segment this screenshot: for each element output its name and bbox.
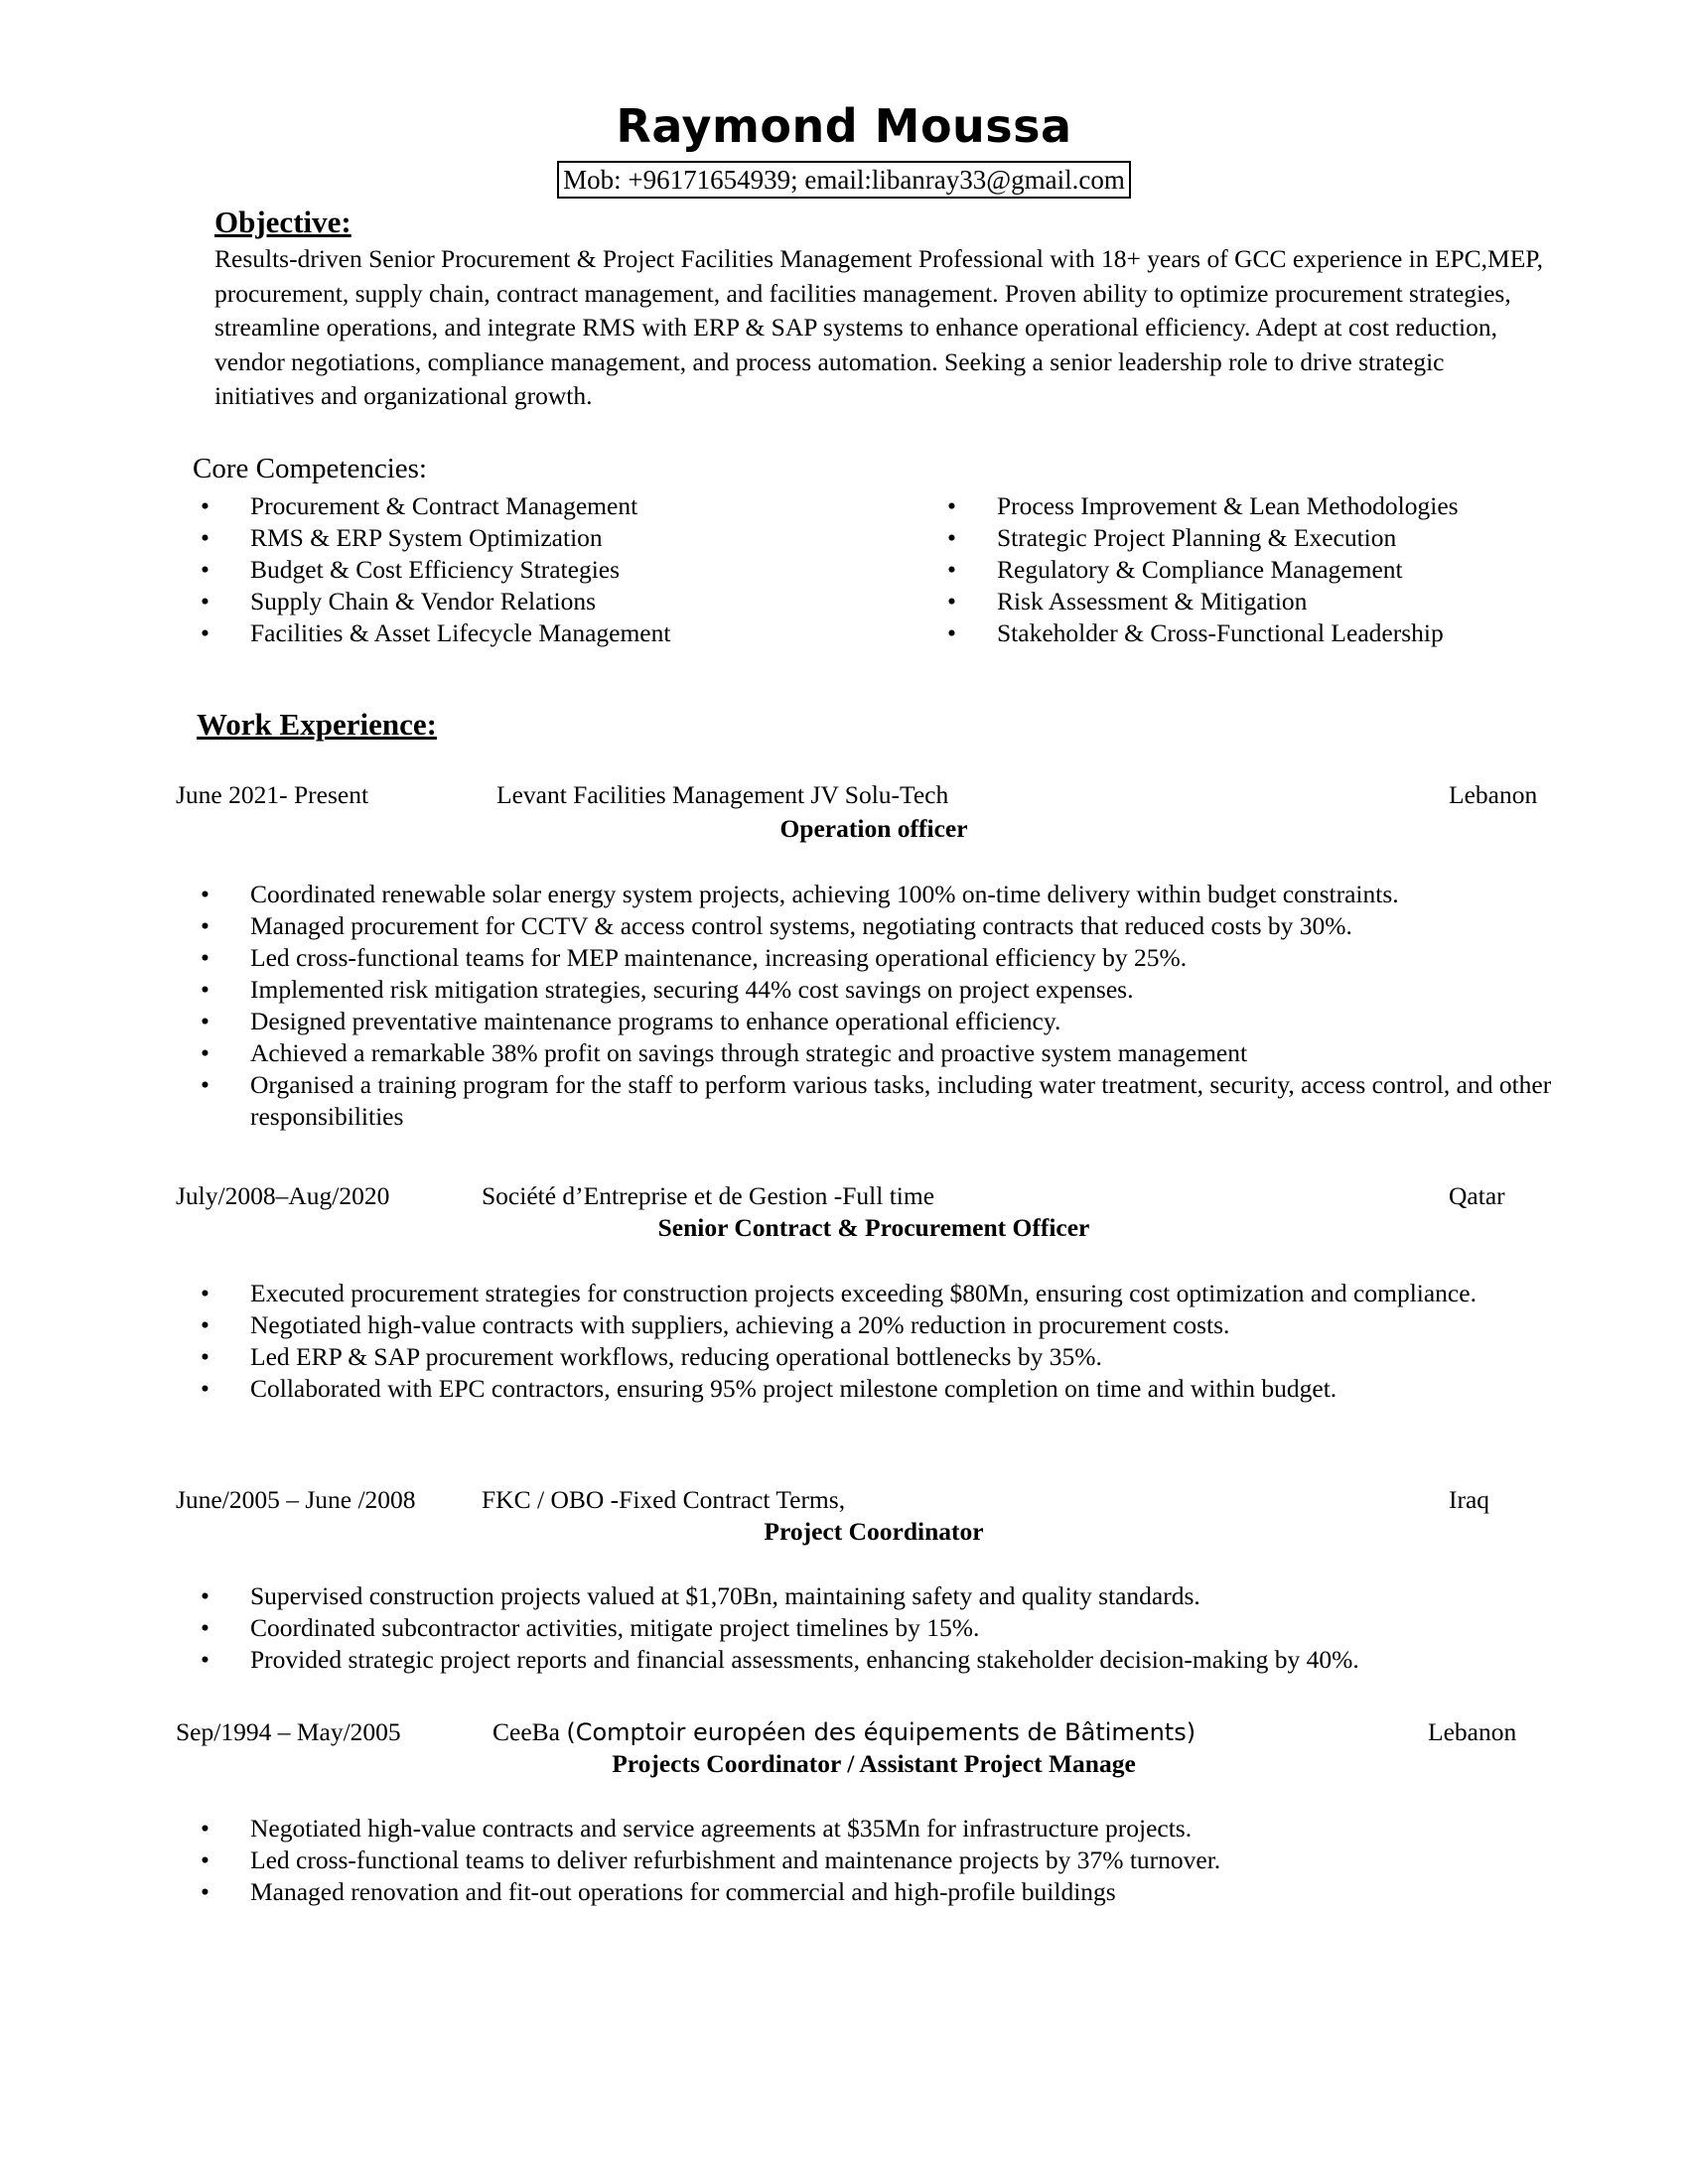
job-title: Senior Contract & Procurement Officer bbox=[657, 1213, 1090, 1242]
contact-info: Mob: +96171654939; email:libanray33@gmail.com bbox=[557, 161, 1131, 199]
responsibility-item: • Coordinated renewable solar energy system projects, achieving 100% on-time delivery within budget constraints. bbox=[197, 879, 1567, 910]
job-title: Projects Coordinator / Assistant Project Manage bbox=[612, 1749, 1136, 1778]
job-location: Qatar bbox=[1449, 1181, 1505, 1210]
job-company: Levant Facilities Management JV Solu-Tech bbox=[496, 780, 949, 809]
job-responsibilities-list bbox=[197, 879, 1567, 1133]
job-company bbox=[492, 1717, 1196, 1747]
job-title: Operation officer bbox=[779, 814, 968, 843]
job-date: Sep/1994 – May/2005 bbox=[176, 1717, 401, 1746]
responsibility-item: • Led cross-functional teams for MEP maintenance, increasing operational efficiency by 25%. bbox=[197, 942, 1567, 974]
job-company-fullname: (Comptoir européen des équipements de Bâtiments) bbox=[566, 1718, 1196, 1746]
job-date: June/2005 – June /2008 bbox=[176, 1485, 416, 1514]
responsibility-item: • Achieved a remarkable 38% profit on savings through strategic and proactive system management bbox=[197, 1037, 1567, 1069]
competency-item: • Budget & Cost Efficiency Strategies bbox=[197, 554, 912, 586]
responsibility-item: • Negotiated high-value contracts with suppliers, achieving a 20% reduction in procurement costs. bbox=[197, 1309, 1567, 1341]
job-location: Lebanon bbox=[1449, 780, 1538, 809]
responsibility-item: • Managed renovation and fit-out operations for commercial and high-profile buildings bbox=[197, 1876, 1567, 1908]
responsibility-item: • Collaborated with EPC contractors, ensuring 95% project milestone completion on time and within budget. bbox=[197, 1373, 1567, 1405]
job-company: FKC / OBO -Fixed Contract Terms, bbox=[482, 1485, 846, 1514]
job-location: Lebanon bbox=[1428, 1717, 1517, 1746]
objective-text: Results-driven Senior Procurement & Project Facilities Management Professional with 18+ years of GCC experience in EPC,MEP, procurement, supply chain, contract management, and facilities management. Proven ability to optimize procurement strategies, streamline operations, and integrate RMS with ERP & SAP systems to enhance operational efficiency. Adept at cost reduction, vendor negotiations, compliance management, and process automation. Seeking a senior leadership role to drive strategic initiatives and organizational growth. bbox=[214, 244, 1544, 410]
competency-item: • Process Improvement & Lean Methodologies bbox=[943, 490, 1559, 522]
competency-item: • Procurement & Contract Management bbox=[197, 490, 912, 522]
responsibility-item: • Supervised construction projects valued at $1,70Bn, maintaining safety and quality standards. bbox=[197, 1580, 1567, 1612]
competency-item: • Strategic Project Planning & Execution bbox=[943, 522, 1559, 554]
job-company: Société d’Entreprise et de Gestion -Full time bbox=[482, 1181, 935, 1210]
competency-item: • Regulatory & Compliance Management bbox=[943, 554, 1559, 586]
job-date: June 2021- Present bbox=[176, 780, 369, 809]
job-responsibilities-list bbox=[197, 1580, 1567, 1676]
job-responsibilities-list bbox=[197, 1278, 1567, 1405]
job-company-prefix: CeeBa bbox=[492, 1717, 560, 1746]
competency-item: • Stakeholder & Cross-Functional Leadership bbox=[943, 617, 1559, 649]
responsibility-item: • Designed preventative maintenance programs to enhance operational efficiency. bbox=[197, 1006, 1567, 1037]
contact-wrapper bbox=[0, 161, 1688, 199]
core-competencies-right-list bbox=[943, 490, 1559, 649]
responsibility-item: • Organised a training program for the staff to perform various tasks, including water treatment, security, access control, and other responsibilities bbox=[197, 1069, 1567, 1133]
work-experience-heading: Work Experience: bbox=[197, 707, 437, 742]
competency-item: • Risk Assessment & Mitigation bbox=[943, 586, 1559, 617]
job-location: Iraq bbox=[1449, 1485, 1490, 1514]
candidate-name: Raymond Moussa bbox=[616, 99, 1072, 153]
responsibility-item: • Implemented risk mitigation strategies, securing 44% cost savings on project expenses. bbox=[197, 974, 1567, 1006]
responsibility-item: • Provided strategic project reports and financial assessments, enhancing stakeholder decision-making by 40%. bbox=[197, 1644, 1567, 1676]
responsibility-item: • Negotiated high-value contracts and service agreements at $35Mn for infrastructure projects. bbox=[197, 1813, 1567, 1844]
job-title: Project Coordinator bbox=[764, 1517, 984, 1546]
objective-heading: Objective: bbox=[214, 205, 352, 239]
responsibility-item: • Coordinated subcontractor activities, mitigate project timelines by 15%. bbox=[197, 1612, 1567, 1644]
core-competencies-left-list bbox=[197, 490, 912, 649]
core-competencies-heading: Core Competencies: bbox=[193, 453, 427, 484]
job-date: July/2008–Aug/2020 bbox=[176, 1181, 390, 1210]
competency-item: • Supply Chain & Vendor Relations bbox=[197, 586, 912, 617]
competency-item: • RMS & ERP System Optimization bbox=[197, 522, 912, 554]
responsibility-item: • Executed procurement strategies for construction projects exceeding $80Mn, ensuring cost optimization and compliance. bbox=[197, 1278, 1567, 1309]
responsibility-item: • Led ERP & SAP procurement workflows, reducing operational bottlenecks by 35%. bbox=[197, 1341, 1567, 1373]
responsibility-item: • Managed procurement for CCTV & access control systems, negotiating contracts that reduced costs by 30%. bbox=[197, 910, 1567, 942]
job-responsibilities-list bbox=[197, 1813, 1567, 1908]
competency-item: • Facilities & Asset Lifecycle Management bbox=[197, 617, 912, 649]
responsibility-item: • Led cross-functional teams to deliver refurbishment and maintenance projects by 37% turnover. bbox=[197, 1844, 1567, 1876]
